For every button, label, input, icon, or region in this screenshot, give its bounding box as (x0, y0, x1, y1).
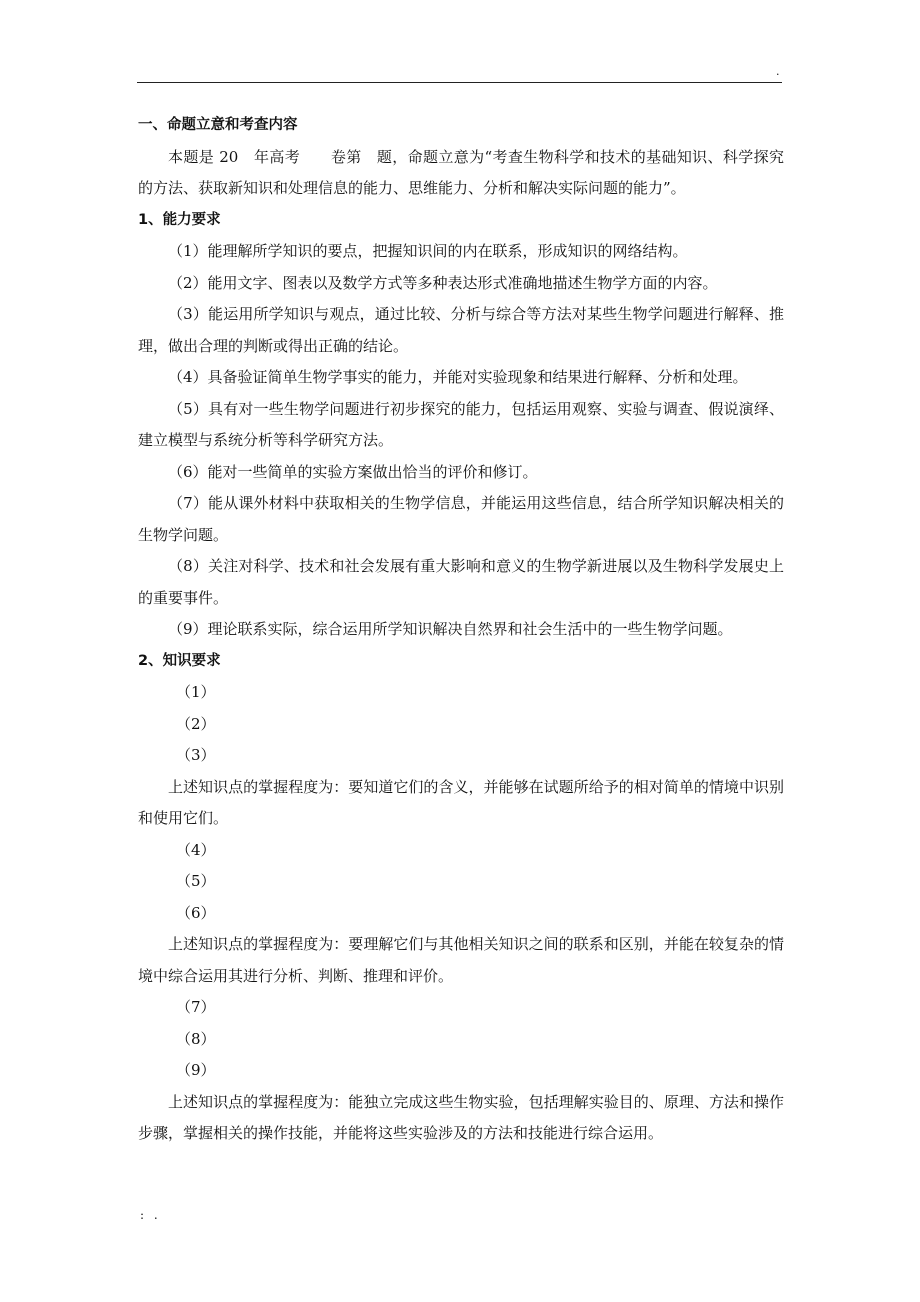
knowledge-note: 上述知识点的掌握程度为：要理解它们与其他相关知识之间的联系和区别，并能在较复杂的情境中综合运用其进行分析、判断、推理和评价。 (138, 935, 784, 985)
knowledge-note: 上述知识点的掌握程度为：要知道它们的含义，并能够在试题所给予的相对简单的情境中识别和使用它们。 (138, 777, 784, 827)
knowledge-item: （2） (176, 714, 216, 733)
ability-item: （6）能对一些简单的实验方案做出恰当的评价和修订。 (168, 462, 538, 481)
ability-item: （9）理论联系实际，综合运用所学知识解决自然界和社会生活中的一些生物学问题。 (168, 620, 733, 638)
knowledge-note: 上述知识点的掌握程度为：能独立完成这些生物实验，包括理解实验目的、原理、方法和操作步骤，掌握相关的操作技能，并能将这些实验涉及的方法和技能进行综合运用。 (138, 1092, 784, 1142)
knowledge-item: （4） (176, 840, 216, 859)
ability-item: （1）能理解所学知识的要点，把握知识间的内在联系，形成知识的网络结构。 (168, 242, 688, 260)
ability-item: （8）关注对科学、技术和社会发展有重大影响和意义的生物学新进展以及生物科学发展史上的重要事件。 (138, 557, 784, 607)
intro-paragraph: 本题是 20 年高考 卷第 题，命题立意为“考查生物科学和技术的基础知识、科学探究的方法、获取新知识和处理信息的能力、思维能力、分析和解决实际问题的能力”。 (138, 147, 784, 197)
knowledge-item: （5） (176, 872, 216, 890)
header-mark: . (776, 65, 780, 78)
knowledge-item: （9） (176, 1061, 216, 1079)
document-body (138, 110, 784, 1150)
ability-heading: 1、能力要求 (138, 211, 221, 228)
knowledge-item: （6） (176, 903, 216, 922)
ability-item: （2）能用文字、图表以及数学方式等多种表达形式准确地描述生物学方面的内容。 (168, 273, 718, 292)
ability-item: （7）能从课外材料中获取相关的生物学信息，并能运用这些信息，结合所学知识解决相关的生物学问题。 (138, 494, 784, 544)
header-rule (137, 82, 782, 83)
knowledge-heading: 2、知识要求 (138, 652, 221, 669)
ability-item: （4）具备验证简单生物学事实的能力，并能对实验现象和结果进行解释、分析和处理。 (168, 368, 748, 386)
knowledge-item: （8） (176, 1029, 216, 1048)
knowledge-item: （1） (176, 683, 216, 701)
footer-mark: : . (140, 1208, 161, 1222)
ability-item: （5）具有对一些生物学问题进行初步探究的能力，包括运用观察、实验与调查、假说演绎、建立模型与系统分析等科学研究方法。 (138, 399, 784, 449)
ability-item: （3）能运用所学知识与观点，通过比较、分析与综合等方法对某些生物学问题进行解释、推理，做出合理的判断或得出正确的结论。 (138, 305, 784, 355)
knowledge-item: （7） (176, 998, 216, 1016)
section-title: 一、命题立意和考查内容 (138, 117, 298, 133)
knowledge-item: （3） (176, 746, 216, 764)
